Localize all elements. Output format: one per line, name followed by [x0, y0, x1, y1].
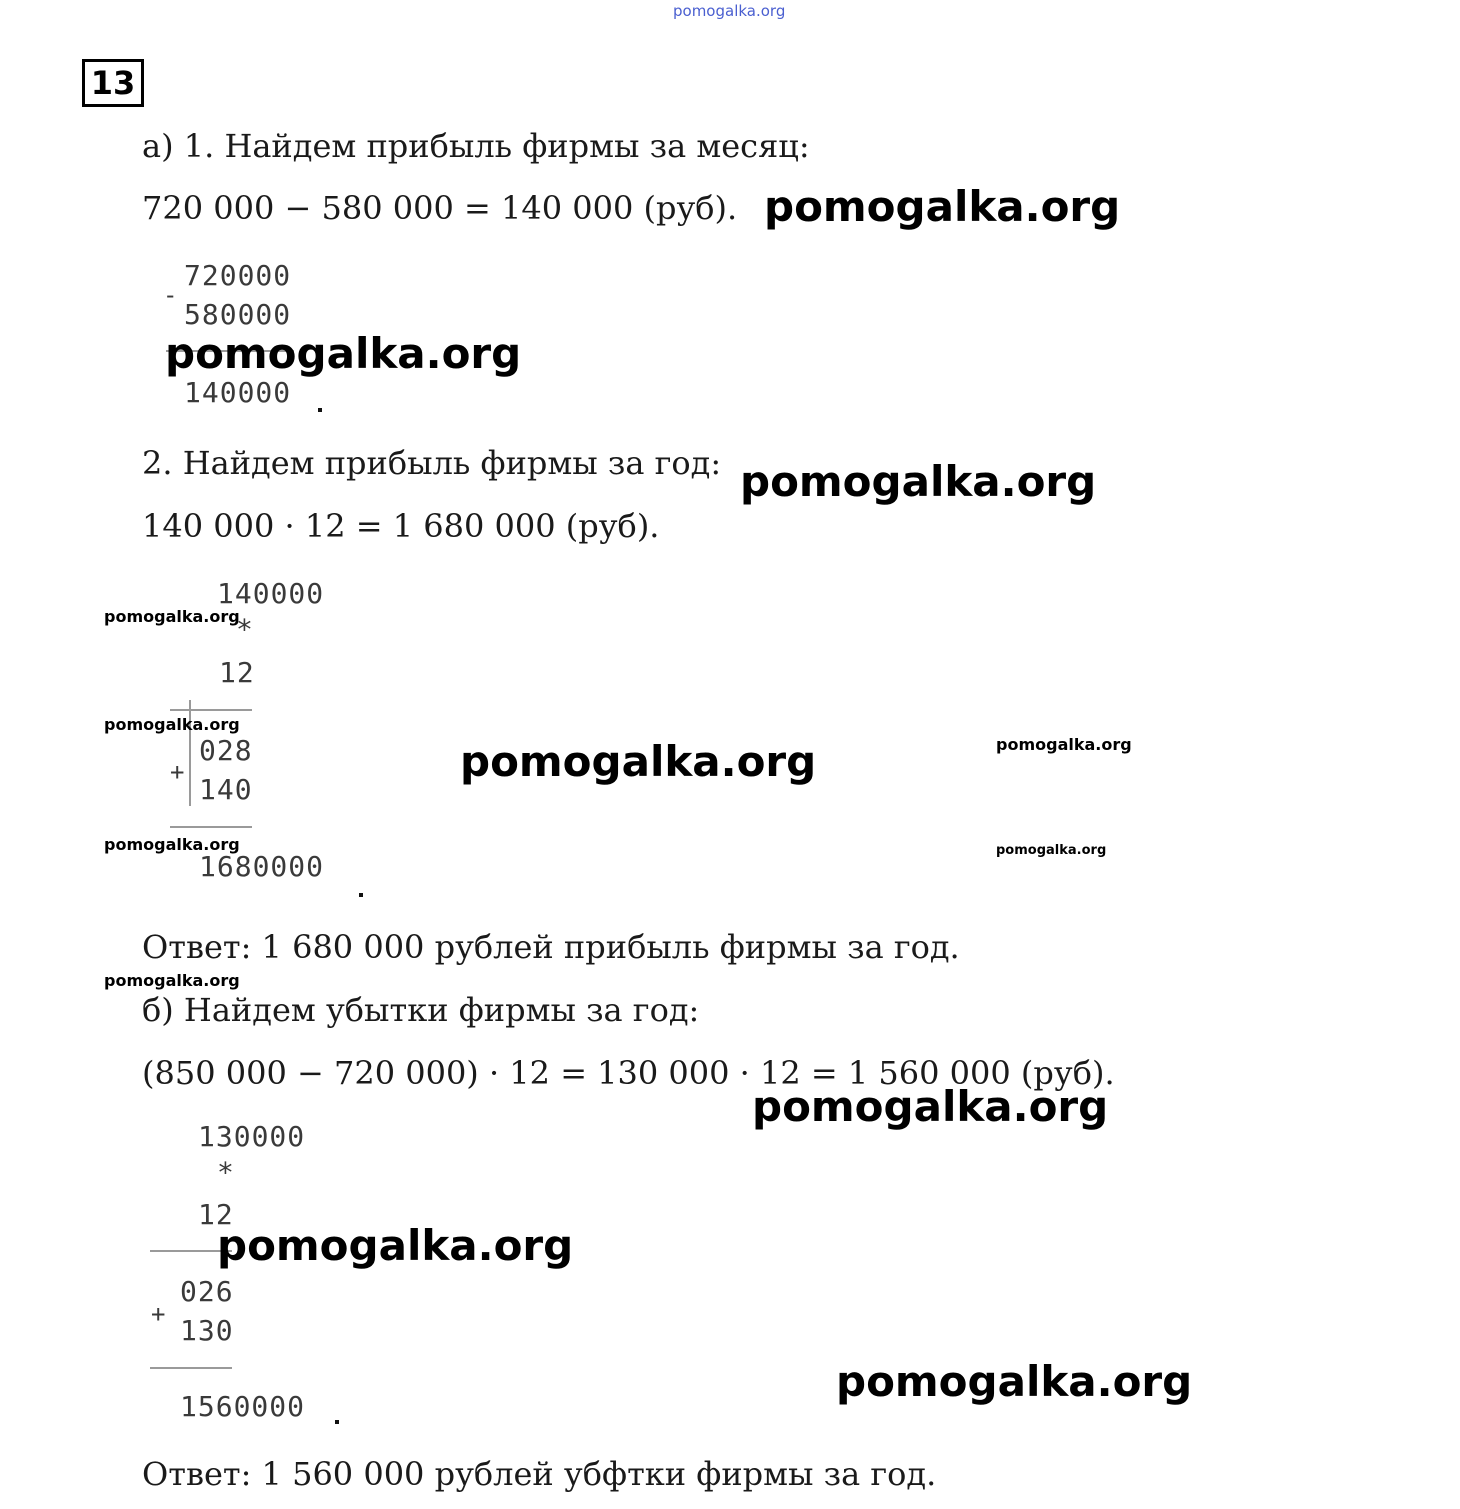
- part-a-step2-equation: 140 000 · 12 = 1 680 000 (руб).: [142, 507, 660, 545]
- watermark: pomogalka.org: [104, 971, 240, 990]
- watermark: pomogalka.org: [752, 1082, 1109, 1131]
- mul-b-partial-1: 026: [180, 1275, 234, 1308]
- mul-a-partial-1: 028: [199, 734, 253, 767]
- mul-a-plus-sign: +: [170, 758, 185, 786]
- watermark: pomogalka.org: [104, 607, 240, 626]
- watermark: pomogalka.org: [764, 182, 1121, 231]
- watermark: pomogalka.org: [460, 737, 817, 786]
- part-a-step1-equation: 720 000 − 580 000 = 140 000 (руб).: [142, 189, 738, 227]
- mul-b-rule-2: [150, 1367, 232, 1369]
- sub-subtrahend: 580000: [184, 298, 292, 331]
- mul-a-result: 1680000: [199, 850, 325, 883]
- mul-a-multiplicand: 140000: [217, 577, 325, 610]
- part-b-answer: Ответ: 1 560 000 рублей убфтки фирмы за год.: [142, 1455, 937, 1493]
- watermark: pomogalka.org: [104, 715, 240, 734]
- watermark: pomogalka.org: [996, 735, 1132, 754]
- mul-b-operator: *: [217, 1156, 235, 1189]
- sub-result: 140000: [184, 376, 292, 409]
- period-mark: [318, 408, 322, 412]
- watermark: pomogalka.org: [996, 843, 1107, 858]
- watermark: pomogalka.org: [165, 329, 522, 378]
- part-a-step1-title: а) 1. Найдем прибыль фирмы за месяц:: [142, 127, 810, 165]
- mul-b-multiplier: 12: [198, 1198, 234, 1231]
- part-b-equation: (850 000 − 720 000) · 12 = 130 000 · 12 = 1 560 000 (руб).: [142, 1054, 1115, 1092]
- period-mark: [359, 893, 363, 897]
- watermark: pomogalka.org: [217, 1221, 574, 1270]
- mul-a-rule-1: [170, 709, 252, 711]
- watermark: pomogalka.org: [836, 1357, 1193, 1406]
- mul-a-rule-2: [170, 826, 252, 828]
- mul-a-operator: *: [236, 613, 254, 646]
- watermark-top: pomogalka.org: [673, 2, 786, 20]
- mul-b-partial-2: 130: [180, 1314, 234, 1347]
- minus-sign: -: [163, 281, 178, 309]
- mul-a-multiplier: 12: [219, 656, 255, 689]
- sub-minuend: 720000: [184, 259, 292, 292]
- watermark: pomogalka.org: [104, 835, 240, 854]
- part-b-title: б) Найдем убытки фирмы за год:: [142, 991, 700, 1029]
- part-a-step2-title: 2. Найдем прибыль фирмы за год:: [142, 444, 722, 482]
- task-number: 13: [82, 59, 144, 107]
- mul-b-multiplicand: 130000: [198, 1120, 306, 1153]
- mul-b-plus-sign: +: [151, 1300, 166, 1328]
- mul-b-result: 1560000: [180, 1390, 306, 1423]
- part-a-answer: Ответ: 1 680 000 рублей прибыль фирмы за год.: [142, 928, 960, 966]
- watermark: pomogalka.org: [740, 457, 1097, 506]
- mul-a-partial-2: 140: [199, 773, 253, 806]
- period-mark: [335, 1420, 339, 1424]
